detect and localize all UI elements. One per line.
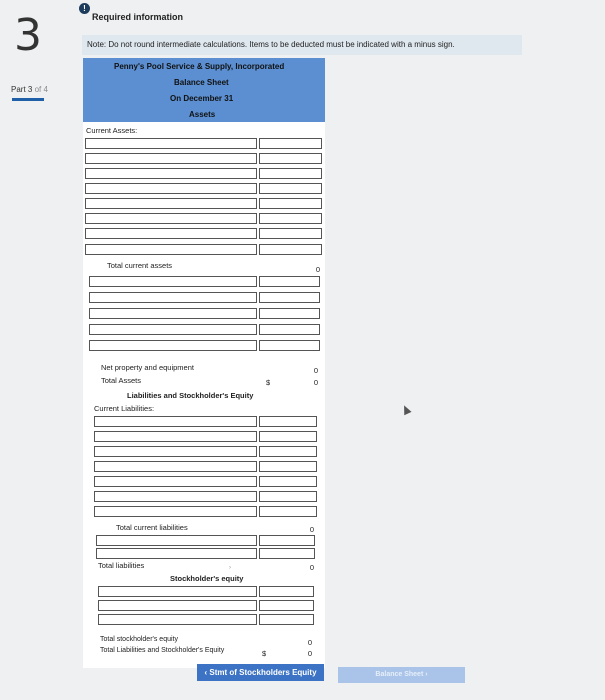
assets-heading: Assets	[189, 110, 216, 119]
total-liabilities-equity-currency: $	[262, 649, 267, 658]
noncurrent-asset-amount-5[interactable]	[259, 340, 320, 351]
current-liability-account-5[interactable]	[94, 476, 257, 487]
stockholders-equity-heading: Stockholder's equity	[170, 574, 244, 583]
current-asset-account-1[interactable]	[85, 138, 257, 149]
prev-statement-button[interactable]	[197, 664, 324, 681]
equity-amount-1[interactable]	[259, 586, 314, 597]
current-liability-account-1[interactable]	[94, 416, 257, 427]
total-equity-value: 0	[307, 638, 312, 647]
net-property-value: 0	[313, 366, 318, 375]
current-asset-account-3[interactable]	[85, 168, 257, 179]
current-asset-amount-1[interactable]	[259, 138, 322, 149]
prev-statement-label: Stmt of Stockholders Equity	[209, 668, 317, 677]
noncurrent-asset-account-4[interactable]	[89, 324, 257, 335]
current-liability-amount-3[interactable]	[259, 446, 317, 457]
total-liabilities-value: 0	[309, 563, 314, 572]
current-liability-account-3[interactable]	[94, 446, 257, 457]
current-asset-amount-2[interactable]	[259, 153, 322, 164]
current-asset-account-7[interactable]	[85, 228, 257, 239]
note-text: Note: Do not round intermediate calculations. Items to be deducted must be indicated with a minus sign.	[87, 40, 455, 49]
noncurrent-liability-amount-2[interactable]	[259, 548, 315, 559]
current-assets-label: Current Assets:	[86, 126, 138, 135]
total-liabilities-equity-label: Total Liabilities and Stockholder's Equity	[100, 647, 225, 654]
current-asset-amount-3[interactable]	[259, 168, 322, 179]
total-assets-value: 0	[313, 378, 318, 387]
equity-amount-2[interactable]	[259, 600, 314, 611]
current-asset-account-2[interactable]	[85, 153, 257, 164]
noncurrent-asset-amount-2[interactable]	[259, 292, 320, 303]
current-asset-amount-8[interactable]	[259, 244, 322, 255]
current-liability-account-2[interactable]	[94, 431, 257, 442]
total-current-liabilities-value: 0	[309, 525, 314, 534]
company-name: Penny's Pool Service & Supply, Incorporated	[114, 62, 285, 71]
required-information-title: Required information	[92, 12, 184, 22]
noncurrent-asset-amount-4[interactable]	[259, 324, 320, 335]
equity-account-1[interactable]	[98, 586, 257, 597]
statement-date: On December 31	[170, 94, 234, 103]
question-number: 3	[14, 10, 42, 61]
statement-title: Balance Sheet	[174, 78, 229, 87]
total-equity-label: Total stockholder's equity	[100, 636, 178, 643]
equity-account-3[interactable]	[98, 614, 257, 625]
cursor-mark: ›	[229, 565, 231, 571]
current-asset-account-6[interactable]	[85, 213, 257, 224]
equity-account-2[interactable]	[98, 600, 257, 611]
equity-amount-3[interactable]	[259, 614, 314, 625]
current-asset-amount-6[interactable]	[259, 213, 322, 224]
noncurrent-liability-account-1[interactable]	[96, 535, 257, 546]
part-indicator	[11, 85, 48, 94]
total-assets-label: Total Assets	[101, 376, 142, 385]
current-asset-amount-7[interactable]	[259, 228, 322, 239]
next-statement-label: Balance Sheet	[375, 671, 424, 678]
total-current-assets-value: 0	[315, 265, 320, 274]
chevron-right-icon: ›	[425, 671, 428, 678]
noncurrent-liability-account-2[interactable]	[96, 548, 257, 559]
current-liabilities-label: Current Liabilities:	[94, 404, 155, 413]
current-liability-amount-2[interactable]	[259, 431, 317, 442]
next-statement-button[interactable]	[338, 667, 465, 683]
noncurrent-asset-amount-3[interactable]	[259, 308, 320, 319]
total-current-assets-label: Total current assets	[107, 261, 173, 270]
current-liability-amount-1[interactable]	[259, 416, 317, 427]
total-liabilities-equity-value: 0	[307, 649, 312, 658]
current-liability-account-4[interactable]	[94, 461, 257, 472]
part-total: of 4	[34, 85, 48, 94]
total-assets-currency: $	[266, 378, 271, 387]
noncurrent-liability-amount-1[interactable]	[259, 535, 315, 546]
current-liability-amount-7[interactable]	[259, 506, 317, 517]
total-liabilities-label: Total liabilities	[98, 561, 145, 570]
mouse-cursor-icon	[400, 404, 411, 416]
noncurrent-asset-account-3[interactable]	[89, 308, 257, 319]
part-current: Part 3	[11, 85, 33, 94]
current-asset-amount-4[interactable]	[259, 183, 322, 194]
noncurrent-asset-account-2[interactable]	[89, 292, 257, 303]
net-property-label: Net property and equipment	[101, 363, 194, 372]
current-liability-amount-5[interactable]	[259, 476, 317, 487]
current-liability-amount-6[interactable]	[259, 491, 317, 502]
info-icon: !	[79, 3, 90, 14]
total-current-liabilities-label: Total current liabilities	[116, 523, 188, 532]
noncurrent-asset-account-1[interactable]	[89, 276, 257, 287]
current-asset-account-5[interactable]	[85, 198, 257, 209]
liabilities-equity-heading: Liabilities and Stockholder's Equity	[127, 391, 254, 400]
noncurrent-asset-account-5[interactable]	[89, 340, 257, 351]
current-liability-account-7[interactable]	[94, 506, 257, 517]
current-asset-account-8[interactable]	[85, 244, 257, 255]
part-progress-bar	[12, 98, 44, 101]
current-asset-amount-5[interactable]	[259, 198, 322, 209]
chevron-left-icon: ‹	[204, 668, 208, 677]
current-liability-amount-4[interactable]	[259, 461, 317, 472]
current-asset-account-4[interactable]	[85, 183, 257, 194]
noncurrent-asset-amount-1[interactable]	[259, 276, 320, 287]
current-liability-account-6[interactable]	[94, 491, 257, 502]
